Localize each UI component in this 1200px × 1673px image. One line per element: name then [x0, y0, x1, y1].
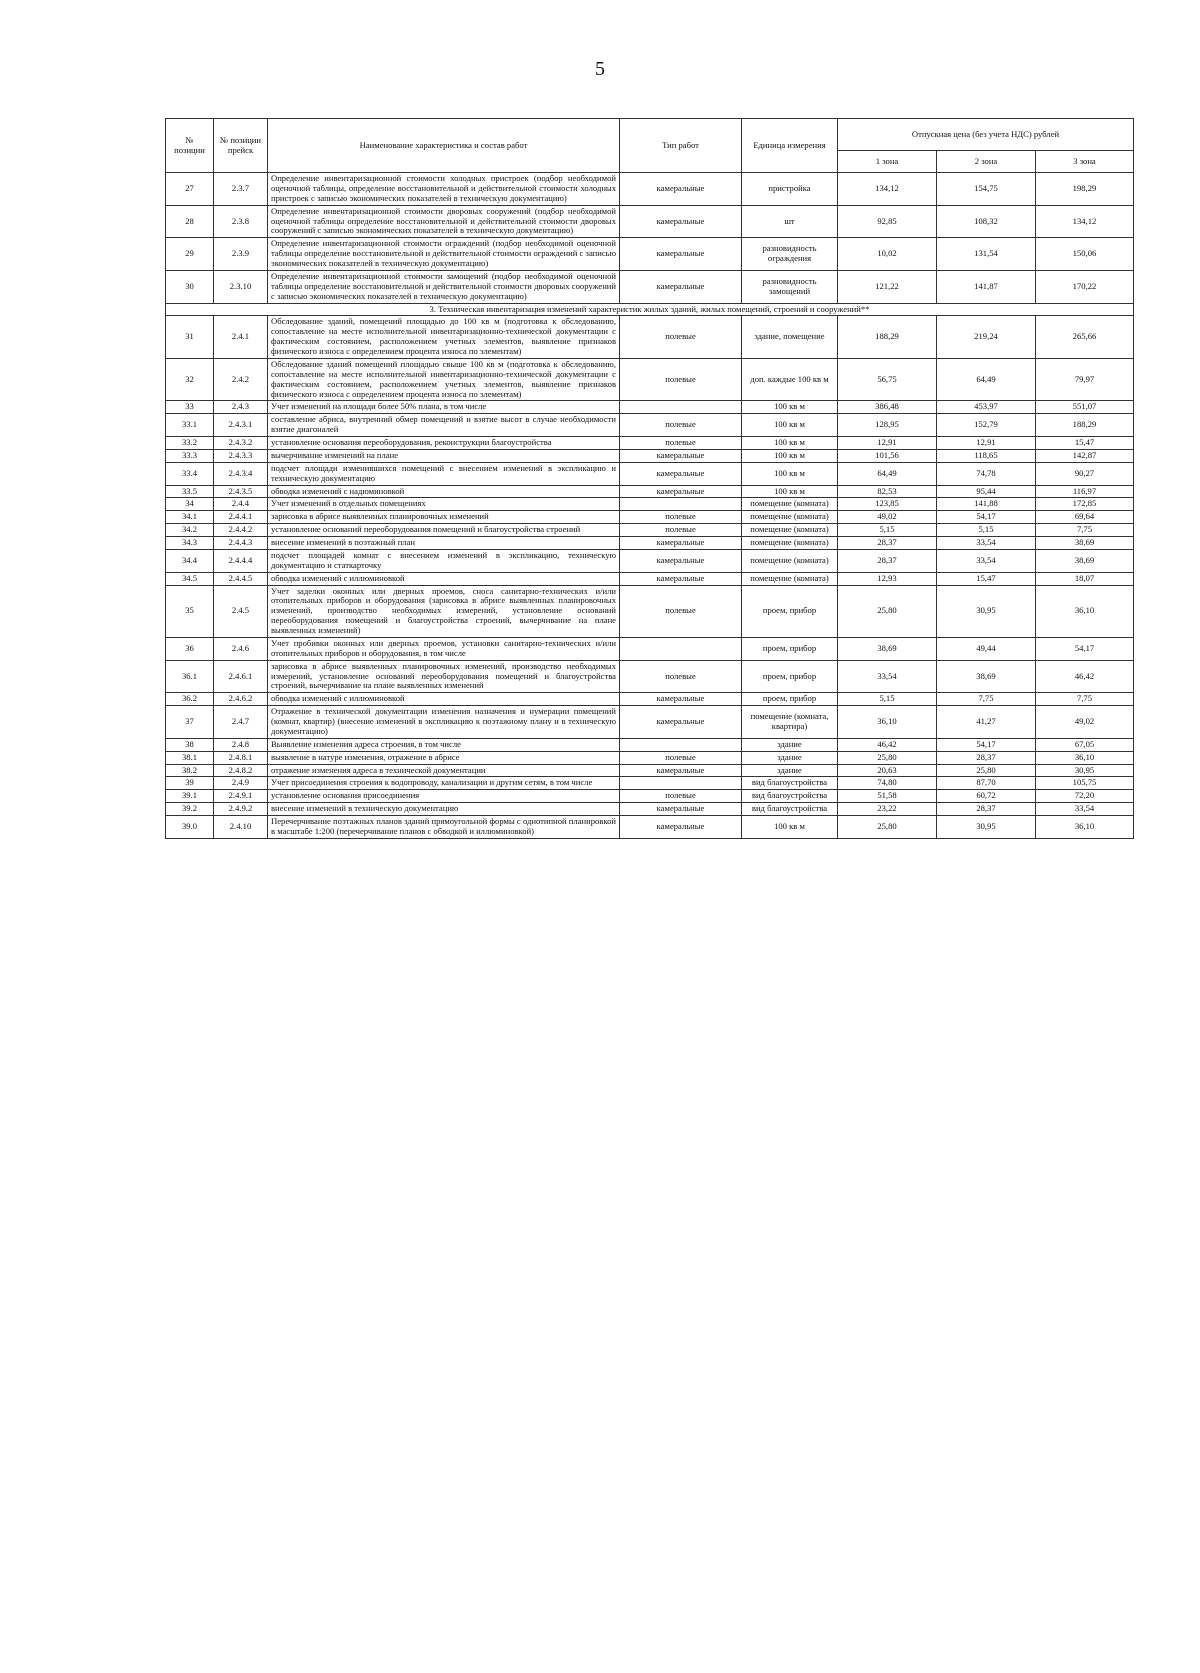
cell-pos-prefix: 2.3.10 [214, 270, 268, 303]
cell-description: установление основания переоборудования, реконструкции благоустройства [268, 437, 620, 450]
table-row [166, 173, 1134, 206]
cell-pos-prefix: 2.4.9 [214, 777, 268, 790]
cell-zone1-price: 28,37 [838, 549, 937, 572]
cell-pos-no: 31 [166, 316, 214, 359]
cell-zone3-price: 15,47 [1036, 437, 1134, 450]
cell-zone2-price: 131,54 [937, 238, 1036, 271]
cell-unit: помещение (комната, квартира) [742, 706, 838, 739]
cell-work-type: камеральные [620, 706, 742, 739]
cell-pos-prefix: 2.4.5 [214, 585, 268, 637]
cell-zone1-price: 101,56 [838, 449, 937, 462]
cell-pos-prefix: 2.4.9.2 [214, 803, 268, 816]
cell-zone3-price: 38,69 [1036, 549, 1134, 572]
section-title: 3. Техническая инвентаризация изменений характеристик жилых зданий, жилых помещений, строений и сооружений** [166, 303, 1134, 316]
cell-pos-prefix: 2.4.3 [214, 401, 268, 414]
cell-unit: вид благоустройства [742, 790, 838, 803]
cell-unit: 100 кв м [742, 414, 838, 437]
table-row [166, 205, 1134, 238]
cell-pos-prefix: 2.4.6.1 [214, 660, 268, 693]
header-zone1: 1 зона [838, 151, 937, 173]
table-row [166, 316, 1134, 359]
cell-pos-prefix: 2.4.8.2 [214, 764, 268, 777]
cell-zone1-price: 51,58 [838, 790, 937, 803]
cell-work-type: полевые [620, 585, 742, 637]
cell-zone3-price: 198,29 [1036, 173, 1134, 206]
cell-zone3-price: 36,10 [1036, 585, 1134, 637]
cell-unit: помещение (комната) [742, 537, 838, 550]
cell-zone1-price: 12,91 [838, 437, 937, 450]
cell-zone3-price: 7,75 [1036, 524, 1134, 537]
cell-zone1-price: 56,75 [838, 358, 937, 401]
table-row [166, 637, 1134, 660]
table-row [166, 738, 1134, 751]
cell-work-type: камеральные [620, 238, 742, 271]
cell-pos-no: 34.4 [166, 549, 214, 572]
cell-pos-no: 37 [166, 706, 214, 739]
cell-zone2-price: 49,44 [937, 637, 1036, 660]
cell-zone1-price: 92,85 [838, 205, 937, 238]
header-unit: Единица измерения [742, 119, 838, 173]
cell-work-type [620, 498, 742, 511]
cell-zone1-price: 82,53 [838, 485, 937, 498]
cell-zone3-price: 38,69 [1036, 537, 1134, 550]
cell-work-type: полевые [620, 790, 742, 803]
table-row [166, 706, 1134, 739]
header-work-type: Тип работ [620, 119, 742, 173]
table-row [166, 524, 1134, 537]
cell-zone3-price: 90,27 [1036, 462, 1134, 485]
cell-zone2-price: 12,91 [937, 437, 1036, 450]
cell-pos-prefix: 2.4.6.2 [214, 693, 268, 706]
cell-zone3-price: 7,75 [1036, 693, 1134, 706]
cell-work-type: камеральные [620, 462, 742, 485]
cell-zone3-price: 30,95 [1036, 764, 1134, 777]
header-price-group: Отпускная цена (без учета НДС) рублей [838, 119, 1134, 151]
cell-unit: разновидность ограждения [742, 238, 838, 271]
header-pos-prefix: № позиции прейск [214, 119, 268, 173]
cell-zone2-price: 87,70 [937, 777, 1036, 790]
cell-unit: 100 кв м [742, 401, 838, 414]
cell-pos-no: 34.5 [166, 572, 214, 585]
cell-pos-prefix: 2.4.3.2 [214, 437, 268, 450]
table-row [166, 777, 1134, 790]
cell-description: Определение инвентаризационной стоимости ограждений (подбор необходимой оценочной таблицы определение восстановительной и действительной стоимости ограждений с записью экономических показателей в техническую документацию) [268, 238, 620, 271]
cell-pos-prefix: 2.4.6 [214, 637, 268, 660]
table-row [166, 511, 1134, 524]
cell-zone3-price: 170,22 [1036, 270, 1134, 303]
cell-unit: помещение (комната) [742, 549, 838, 572]
cell-pos-prefix: 2.4.1 [214, 316, 268, 359]
cell-pos-prefix: 2.3.8 [214, 205, 268, 238]
cell-description: Обследование зданий помещений площадью свыше 100 кв м (подготовка к обследованию, сопоставление на месте исполнительной инвентаризационно-технической документации с фактическим состоянием, расположением учетных элементов, выявление признаков физического износа с определением процента износа по элементам) [268, 358, 620, 401]
cell-zone3-price: 69,64 [1036, 511, 1134, 524]
cell-unit: вид благоустройства [742, 803, 838, 816]
cell-zone3-price: 33,54 [1036, 803, 1134, 816]
cell-zone1-price: 5,15 [838, 693, 937, 706]
cell-unit: 100 кв м [742, 437, 838, 450]
cell-zone1-price: 128,95 [838, 414, 937, 437]
cell-pos-no: 34 [166, 498, 214, 511]
price-table [165, 118, 1134, 839]
cell-zone1-price: 36,10 [838, 706, 937, 739]
cell-work-type: камеральные [620, 205, 742, 238]
cell-work-type [620, 637, 742, 660]
section-block [166, 303, 1134, 316]
cell-work-type: полевые [620, 358, 742, 401]
cell-zone1-price: 123,85 [838, 498, 937, 511]
cell-work-type: камеральные [620, 485, 742, 498]
cell-unit: проем, прибор [742, 693, 838, 706]
cell-unit: разновидность замощений [742, 270, 838, 303]
cell-pos-prefix: 2.4.2 [214, 358, 268, 401]
cell-zone2-price: 152,79 [937, 414, 1036, 437]
cell-description: зарисовка в абрисе выявленных планировочных изменений [268, 511, 620, 524]
cell-zone1-price: 386,48 [838, 401, 937, 414]
cell-unit: проем, прибор [742, 585, 838, 637]
cell-zone3-price: 79,97 [1036, 358, 1134, 401]
cell-zone2-price: 33,54 [937, 537, 1036, 550]
cell-zone3-price: 116,97 [1036, 485, 1134, 498]
cell-unit: здание [742, 738, 838, 751]
cell-pos-no: 38 [166, 738, 214, 751]
cell-description: установление основания присоединения [268, 790, 620, 803]
cell-work-type: полевые [620, 524, 742, 537]
table-row [166, 537, 1134, 550]
table-row [166, 485, 1134, 498]
cell-zone3-price: 188,29 [1036, 414, 1134, 437]
cell-description: Обследование зданий, помещений площадью до 100 кв м (подготовка к обследованию, сопоставление на месте исполнительной инвентаризационно-технической документации с фактическим состоянием, расположением учетных элементов, выявление признаков физического износа с определением процента износа по элементам) [268, 316, 620, 359]
cell-work-type: камеральные [620, 572, 742, 585]
cell-pos-no: 36.2 [166, 693, 214, 706]
cell-zone1-price: 46,42 [838, 738, 937, 751]
cell-pos-prefix: 2.3.7 [214, 173, 268, 206]
cell-pos-no: 34.3 [166, 537, 214, 550]
cell-description: Учет заделки оконных или дверных проемов, сноса санитарно-технических и/или отопительных приборов и оборудования (зарисовка в абрисе выявленных планировочных изменений, производство необходимых измерений, установление оснований переоборудования помещений и благоустройства строений, вычерчивание на плане выявленных изменений) [268, 585, 620, 637]
cell-description: Учет изменений на площади более 50% плана, в том числе [268, 401, 620, 414]
cell-description: составление абриса, внутренний обмер помещений и взятие высот в случае необходимости взятие диагоналей [268, 414, 620, 437]
cell-zone2-price: 41,27 [937, 706, 1036, 739]
cell-work-type: камеральные [620, 537, 742, 550]
cell-unit: 100 кв м [742, 485, 838, 498]
cell-zone2-price: 54,17 [937, 511, 1036, 524]
cell-pos-no: 39.1 [166, 790, 214, 803]
cell-zone2-price: 219,24 [937, 316, 1036, 359]
cell-description: отражение изменения адреса в технической документации [268, 764, 620, 777]
cell-work-type: полевые [620, 660, 742, 693]
cell-pos-prefix: 2.4.3.4 [214, 462, 268, 485]
table-row [166, 462, 1134, 485]
cell-pos-no: 34.1 [166, 511, 214, 524]
cell-work-type [620, 738, 742, 751]
cell-description: Выявление изменения адреса строения, в том числе [268, 738, 620, 751]
cell-description: Учет присоединения строения к водопроводу, канализации и другим сетям, в том числе [268, 777, 620, 790]
cell-unit: пристройка [742, 173, 838, 206]
cell-description: Определение инвентаризационной стоимости холодных пристроек (подбор необходимой оценочной таблицы, определение восстановительной и действительной стоимости холодных пристроек с записью экономических показателей в техническую документацию) [268, 173, 620, 206]
cell-zone3-price: 36,10 [1036, 751, 1134, 764]
cell-zone2-price: 64,49 [937, 358, 1036, 401]
table-row [166, 498, 1134, 511]
cell-pos-no: 27 [166, 173, 214, 206]
table-body-part2 [166, 316, 1134, 838]
cell-pos-no: 38.1 [166, 751, 214, 764]
cell-zone3-price: 46,42 [1036, 660, 1134, 693]
cell-zone2-price: 453,97 [937, 401, 1036, 414]
header-pos-no: № позиции [166, 119, 214, 173]
cell-work-type: камеральные [620, 173, 742, 206]
cell-description: установление оснований переоборудования помещений и благоустройства строений [268, 524, 620, 537]
cell-zone2-price: 28,37 [937, 803, 1036, 816]
cell-zone1-price: 134,12 [838, 173, 937, 206]
cell-zone3-price: 551,07 [1036, 401, 1134, 414]
table-row [166, 238, 1134, 271]
cell-unit: здание, помещение [742, 316, 838, 359]
header-zone3: 3 зона [1036, 151, 1134, 173]
cell-description: обводка изменений с иллюминовкой [268, 572, 620, 585]
cell-zone2-price: 7,75 [937, 693, 1036, 706]
cell-work-type: полевые [620, 511, 742, 524]
cell-zone2-price: 60,72 [937, 790, 1036, 803]
cell-work-type [620, 401, 742, 414]
cell-pos-no: 32 [166, 358, 214, 401]
cell-zone1-price: 5,15 [838, 524, 937, 537]
cell-description: вычерчивание изменений на плане [268, 449, 620, 462]
cell-pos-prefix: 2.4.4.3 [214, 537, 268, 550]
cell-zone2-price: 141,88 [937, 498, 1036, 511]
cell-zone2-price: 108,32 [937, 205, 1036, 238]
cell-pos-no: 35 [166, 585, 214, 637]
cell-zone2-price: 5,15 [937, 524, 1036, 537]
cell-unit: помещение (комната) [742, 498, 838, 511]
table-row [166, 401, 1134, 414]
cell-pos-no: 30 [166, 270, 214, 303]
cell-unit: помещение (комната) [742, 511, 838, 524]
cell-description: зарисовка в абрисе выявленных планировочных изменений, производство необходимых измерений, установление оснований переоборудования помещений и благоустройства строений, вычерчивание на плане выявленных изменений [268, 660, 620, 693]
header-name: Наименование характеристика и состав работ [268, 119, 620, 173]
cell-work-type: камеральные [620, 816, 742, 839]
cell-work-type: камеральные [620, 803, 742, 816]
cell-description: Перечерчивание поэтажных планов зданий прямоугольной формы с однотипной планировкой в масштабе 1:200 (перечерчивание планов с обводкой и иллюминовкой) [268, 816, 620, 839]
cell-zone2-price: 30,95 [937, 585, 1036, 637]
cell-pos-no: 36 [166, 637, 214, 660]
cell-pos-no: 39 [166, 777, 214, 790]
table-row [166, 764, 1134, 777]
table-row [166, 549, 1134, 572]
cell-zone2-price: 28,37 [937, 751, 1036, 764]
cell-pos-no: 33.1 [166, 414, 214, 437]
cell-work-type: камеральные [620, 549, 742, 572]
cell-unit: 100 кв м [742, 462, 838, 485]
cell-pos-prefix: 2.4.3.1 [214, 414, 268, 437]
table-row [166, 803, 1134, 816]
cell-description: Определение инвентаризационной стоимости замощений (подбор необходимой оценочной таблицы определение восстановительной и действительной стоимости дворовых сооружений с записью экономических показателей в техническую документацию) [268, 270, 620, 303]
cell-pos-prefix: 2.4.10 [214, 816, 268, 839]
cell-pos-no: 33.5 [166, 485, 214, 498]
cell-description: подсчет площадей комнат с внесением изменений в экспликацию, техническую документацию и статкарточку [268, 549, 620, 572]
cell-zone2-price: 30,95 [937, 816, 1036, 839]
cell-description: подсчет площади изменившихся помещений с внесением изменений в экспликацию и техническую документацию [268, 462, 620, 485]
cell-zone1-price: 188,29 [838, 316, 937, 359]
cell-zone1-price: 121,22 [838, 270, 937, 303]
cell-description: выявление в натуре изменения, отражение в абрисе [268, 751, 620, 764]
cell-unit: доп. каждые 100 кв м [742, 358, 838, 401]
cell-unit: здание [742, 751, 838, 764]
cell-pos-prefix: 2.4.3.5 [214, 485, 268, 498]
table-row [166, 693, 1134, 706]
cell-pos-no: 33 [166, 401, 214, 414]
cell-unit: вид благоустройства [742, 777, 838, 790]
cell-work-type: полевые [620, 414, 742, 437]
table-row [166, 358, 1134, 401]
table-row [166, 270, 1134, 303]
cell-zone2-price: 154,75 [937, 173, 1036, 206]
table-row [166, 790, 1134, 803]
cell-zone1-price: 25,80 [838, 816, 937, 839]
cell-description: внесение изменений в поэтажный план [268, 537, 620, 550]
cell-zone3-price: 150,06 [1036, 238, 1134, 271]
cell-work-type: полевые [620, 437, 742, 450]
table-row [166, 660, 1134, 693]
cell-pos-prefix: 2.4.3.3 [214, 449, 268, 462]
table-body-part1 [166, 173, 1134, 304]
cell-pos-prefix: 2.4.4.5 [214, 572, 268, 585]
cell-work-type: камеральные [620, 764, 742, 777]
cell-description: обводка изменений с иллюминовкой [268, 693, 620, 706]
cell-pos-no: 33.3 [166, 449, 214, 462]
cell-zone1-price: 10,02 [838, 238, 937, 271]
cell-work-type [620, 777, 742, 790]
cell-zone3-price: 172,85 [1036, 498, 1134, 511]
cell-work-type: полевые [620, 751, 742, 764]
cell-zone1-price: 20,63 [838, 764, 937, 777]
cell-description: Определение инвентаризационной стоимости дворовых сооружений (подбор необходимой оценочной таблицы определение восстановительной и действительной стоимости дворовых сооружений с записью экономических показателей в техническую документацию) [268, 205, 620, 238]
table-row [166, 816, 1134, 839]
cell-zone3-price: 67,05 [1036, 738, 1134, 751]
table-row [166, 437, 1134, 450]
cell-zone2-price: 25,80 [937, 764, 1036, 777]
cell-description: Учет изменений в отдельных помещениях [268, 498, 620, 511]
cell-pos-prefix: 2.4.4.1 [214, 511, 268, 524]
cell-zone2-price: 74,78 [937, 462, 1036, 485]
cell-zone3-price: 36,10 [1036, 816, 1134, 839]
page-number: 5 [595, 58, 605, 80]
cell-pos-prefix: 2.4.4.2 [214, 524, 268, 537]
cell-zone1-price: 74,80 [838, 777, 937, 790]
cell-zone3-price: 18,07 [1036, 572, 1134, 585]
cell-zone2-price: 141,87 [937, 270, 1036, 303]
cell-zone2-price: 95,44 [937, 485, 1036, 498]
table-row [166, 585, 1134, 637]
cell-zone3-price: 72,20 [1036, 790, 1134, 803]
cell-zone3-price: 142,87 [1036, 449, 1134, 462]
cell-zone2-price: 54,17 [937, 738, 1036, 751]
table-row [166, 449, 1134, 462]
cell-unit: 100 кв м [742, 816, 838, 839]
cell-description: Отражение в технической документации изменения назначения и нумерации помещений (комнат, квартир) (внесение изменений в экспликацию к поэтажному плану и в техническую документацию) [268, 706, 620, 739]
cell-unit: здание [742, 764, 838, 777]
table-row [166, 414, 1134, 437]
cell-zone2-price: 33,54 [937, 549, 1036, 572]
cell-pos-no: 39.0 [166, 816, 214, 839]
table-row [166, 572, 1134, 585]
cell-pos-no: 34.2 [166, 524, 214, 537]
cell-zone3-price: 49,02 [1036, 706, 1134, 739]
cell-zone3-price: 105,75 [1036, 777, 1134, 790]
cell-zone3-price: 265,66 [1036, 316, 1134, 359]
cell-unit: помещение (комната) [742, 524, 838, 537]
cell-pos-prefix: 2.4.7 [214, 706, 268, 739]
cell-pos-no: 36.1 [166, 660, 214, 693]
cell-zone2-price: 38,69 [937, 660, 1036, 693]
cell-pos-prefix: 2.4.8.1 [214, 751, 268, 764]
header-zone2: 2 зона [937, 151, 1036, 173]
cell-zone1-price: 64,49 [838, 462, 937, 485]
cell-pos-prefix: 2.4.4.4 [214, 549, 268, 572]
cell-zone1-price: 33,54 [838, 660, 937, 693]
cell-zone1-price: 49,02 [838, 511, 937, 524]
cell-pos-prefix: 2.3.9 [214, 238, 268, 271]
cell-zone2-price: 118,65 [937, 449, 1036, 462]
cell-pos-prefix: 2.4.4 [214, 498, 268, 511]
cell-work-type: камеральные [620, 270, 742, 303]
cell-pos-no: 38.2 [166, 764, 214, 777]
cell-zone1-price: 23,22 [838, 803, 937, 816]
cell-zone1-price: 25,80 [838, 585, 937, 637]
cell-work-type: полевые [620, 316, 742, 359]
cell-zone2-price: 15,47 [937, 572, 1036, 585]
cell-work-type: камеральные [620, 693, 742, 706]
cell-unit: шт [742, 205, 838, 238]
cell-pos-no: 29 [166, 238, 214, 271]
cell-unit: 100 кв м [742, 449, 838, 462]
cell-zone3-price: 134,12 [1036, 205, 1134, 238]
cell-pos-no: 33.2 [166, 437, 214, 450]
cell-description: Учет пробивки оконных или дверных проемов, установки санитарно-технических и/или отопительных приборов и оборудования, в том числе [268, 637, 620, 660]
cell-zone1-price: 25,80 [838, 751, 937, 764]
cell-pos-no: 28 [166, 205, 214, 238]
cell-zone1-price: 28,37 [838, 537, 937, 550]
cell-zone3-price: 54,17 [1036, 637, 1134, 660]
cell-work-type: камеральные [620, 449, 742, 462]
cell-unit: проем, прибор [742, 660, 838, 693]
cell-description: внесение изменений в техническую документацию [268, 803, 620, 816]
cell-unit: помещение (комната) [742, 572, 838, 585]
cell-description: обводка изменений с надюминовкой [268, 485, 620, 498]
table-row [166, 751, 1134, 764]
cell-zone1-price: 38,69 [838, 637, 937, 660]
cell-pos-no: 33.4 [166, 462, 214, 485]
cell-zone1-price: 12,93 [838, 572, 937, 585]
cell-pos-no: 39.2 [166, 803, 214, 816]
cell-pos-prefix: 2.4.8 [214, 738, 268, 751]
cell-pos-prefix: 2.4.9.1 [214, 790, 268, 803]
cell-unit: проем, прибор [742, 637, 838, 660]
